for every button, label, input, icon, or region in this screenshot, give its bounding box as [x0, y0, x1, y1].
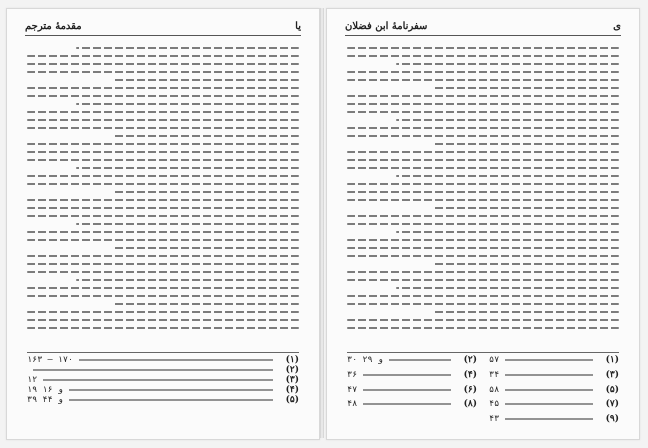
left-footnote-rule	[27, 352, 299, 353]
right-footnote-mark-1: (۱)	[605, 355, 619, 365]
right-footnote-ref-5: ۵۸	[489, 384, 500, 395]
right-footnote-mark-9: (۹)	[605, 414, 619, 425]
right-footnote-4	[347, 370, 477, 380]
right-footnote-text-placeholder-2	[389, 359, 451, 361]
left-footnote-ref-3: ۱۲	[27, 375, 38, 385]
right-footnote-6	[347, 385, 477, 395]
right-footnotes	[347, 355, 619, 429]
right-footnote-text-placeholder-7	[505, 403, 593, 405]
left-footnote-mark-4: (۴)	[285, 385, 299, 395]
right-footnote-text-placeholder-6	[363, 389, 451, 391]
right-footnote-rule	[347, 352, 619, 353]
right-footnote-mark-2: (۲)	[463, 355, 477, 365]
right-footnote-text-placeholder-4	[363, 374, 451, 376]
right-footnote-ref-9: ۴۳	[489, 414, 500, 425]
left-page-number: یا	[295, 20, 301, 32]
left-footnote-text-placeholder-1	[79, 359, 273, 361]
right-footnote-mark-4: (۴)	[463, 369, 477, 380]
left-footnote-text-placeholder-3	[43, 379, 273, 381]
right-footnote-mark-5: (۵)	[605, 384, 619, 395]
left-footnote-1	[27, 355, 299, 365]
left-footnote-5	[27, 395, 299, 405]
right-footnote-2	[347, 355, 477, 365]
left-footnote-ref-4: ۱۹ و ۱۶	[27, 385, 63, 395]
left-footnote-ref-5: ۳۹ و ۴۴	[27, 395, 63, 405]
left-footnote-mark-3: (۳)	[285, 375, 299, 385]
left-footnote-text-placeholder-4	[69, 389, 273, 391]
right-footnote-mark-6: (۶)	[463, 384, 477, 395]
right-footnote-ref-3: ۳۴	[489, 369, 500, 380]
left-footnote-text-placeholder-5	[69, 399, 273, 401]
left-footnote-4	[27, 385, 299, 395]
right-running-head: سفرنامهٔ ابن فضلان	[345, 20, 428, 32]
right-header-rule	[345, 35, 621, 36]
right-footnote-text-placeholder-3	[505, 374, 593, 376]
right-footnote-ref-4: ۳۶	[347, 369, 358, 380]
right-footnote-9	[489, 414, 619, 424]
left-footnote-mark-5: (۵)	[285, 395, 299, 405]
right-footnote-mark-3: (۳)	[605, 369, 619, 380]
right-footnote-3	[489, 370, 619, 380]
left-footnote-mark-1: (۱)	[285, 355, 299, 365]
right-footnote-text-placeholder-8	[363, 403, 451, 405]
book-gutter	[320, 8, 324, 438]
right-page-number: ی	[613, 20, 621, 32]
right-footnote-text-placeholder-5	[505, 389, 593, 391]
right-footnote-7	[489, 399, 619, 409]
right-footnote-mark-7: (۷)	[605, 399, 619, 410]
right-footnote-ref-8: ۴۸	[347, 399, 358, 410]
right-footnote-1	[489, 355, 619, 365]
left-footnote-mark-2: (۲)	[285, 365, 299, 375]
left-footnote-text-placeholder-2	[33, 369, 273, 371]
left-body-text-placeholder	[27, 41, 299, 349]
left-footnotes	[27, 355, 299, 429]
right-running-header	[345, 19, 621, 33]
left-header-rule	[25, 35, 301, 36]
left-footnote-2	[27, 365, 299, 375]
right-footnote-mark-8: (۸)	[463, 399, 477, 410]
right-footnote-5	[489, 385, 619, 395]
right-footnote-text-placeholder-1	[505, 359, 593, 361]
right-footnote-8	[347, 399, 477, 409]
right-footnote-text-placeholder-9	[505, 418, 593, 420]
left-footnote-3	[27, 375, 299, 385]
right-body-text-placeholder	[347, 41, 619, 349]
left-running-head: مقدمهٔ مترجم	[25, 20, 82, 32]
left-page	[6, 8, 320, 440]
right-footnote-ref-2: ۳۰ و ۲۹	[347, 355, 383, 365]
right-page	[326, 8, 640, 440]
left-running-header	[25, 19, 301, 33]
right-footnote-ref-6: ۴۷	[347, 384, 358, 395]
left-footnote-ref-1: ۱۶۳ — ۱۷۰	[27, 355, 74, 365]
right-footnote-ref-7: ۴۵	[489, 399, 500, 410]
right-footnote-ref-1: ۵۷	[489, 355, 500, 365]
